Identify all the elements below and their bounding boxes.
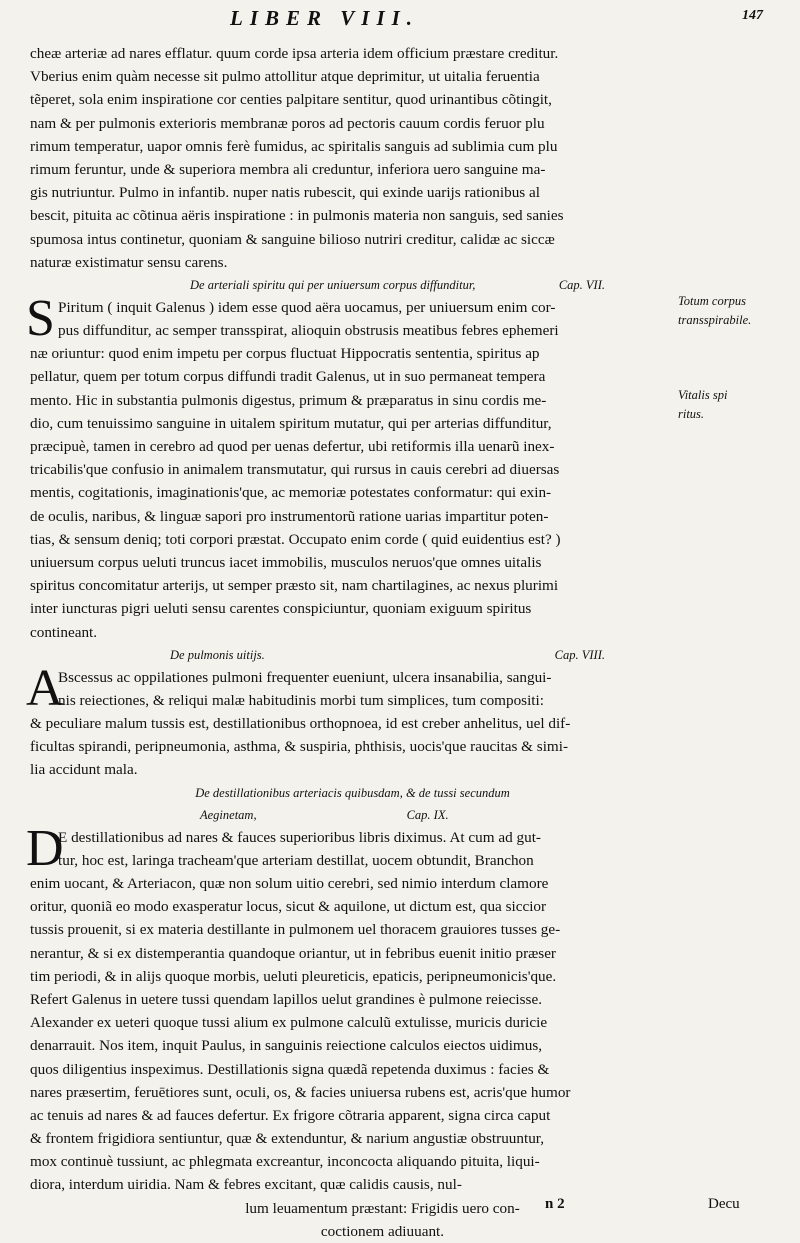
text-line: E destillationibus ad nares & fauces superioribus libris diximus. At cum ad gut- [58, 828, 541, 846]
text-line: nares præsertim, feruētiores sunt, oculi, os, & facies uniuersa rubens est, acris'que humor [30, 1083, 571, 1101]
text-line: enim uocant, & Arteriacon, quæ non solum uitio cerebri, sed nimio interdum clamore [30, 875, 549, 892]
text-line: pellatur, quem per totum corpus diffundi tradit Galenus, ut in suo permaneat tempera [30, 368, 546, 386]
margin-note-line: transspirabile. [678, 313, 752, 327]
text-line: cheæ arteriæ ad nares efflatur. quum corde ipsa arteria idem officium præstare creditur. [30, 45, 559, 62]
chapter-9-subheading [30, 804, 675, 826]
text-line: præcipuè, tamen in cerebro ad quod per uenas defertur, ubi retiformis illa uenarũ inex- [30, 438, 555, 455]
text-line: rimum temperatur, uapor omnis ferè fumidus, ac spiritalis sanguis ad sublimia cum plu [30, 137, 558, 155]
chapter-8-heading [30, 644, 675, 666]
text-line: ficultas spirandi, peripneumonia, asthma, & suspiria, phthisis, uocis'que raucitas & simi- [30, 738, 568, 756]
chapter-9-number: Cap. IX. [406, 807, 449, 822]
chapter-9-subtitle: Aeginetam, [200, 807, 257, 822]
text-line: mentis, cogitationis, imaginationis'que, ac memoriæ potestates conformatur: qui exin- [30, 484, 552, 502]
text-line: oritur, quoniã eo modo exasperatur locus, sicut & aquilone, ut dictum est, qua siccior [30, 898, 547, 916]
text-line: inter iuncturas pigri ueluti sensu carentes conspiciuntur, quoniam exiguum spiritus [30, 600, 532, 618]
main-text [26, 42, 675, 1243]
text-line: Bscessus ac oppilationes pulmoni frequenter eueniunt, ulcera insanabilia, sangui- [58, 668, 552, 686]
text-line: gis nutriuntur. Pulmo in infantib. nuper natis rubescit, qui exinde uarijs rationibus al [30, 184, 540, 202]
chapter-7-number: Cap. VII. [558, 277, 605, 292]
chapter-8-title: De pulmonis uitijs. [170, 647, 265, 662]
catchword: Decu [708, 1196, 740, 1212]
text-line: spiritus concomitatur arterijs, ut semper præsto sit, nam chartilagines, ac nexus plurimi [30, 577, 559, 595]
text-line: mento. Hic in substantia pulmonis digestus, primum & præparatus in sinu cordis me- [30, 391, 547, 409]
text-line: Vberius enim quàm necesse sit pulmo attollitur atque deprimitur, ut uitalia feruentia [30, 68, 540, 86]
chapter-7-lines [30, 296, 675, 644]
chapter-7-paragraph [26, 289, 675, 644]
text-line: contineant. [30, 623, 98, 641]
text-line: rimum feruntur, unde & superiora membra ali creduntur, inferiora uero sanguine ma- [30, 160, 546, 178]
text-line: pus diffunditur, ac semper transspirat, alioquin obstrusis meatibus febres ephemeri [58, 322, 559, 340]
text-line: nerantur, & si ex distemperantia quandoque oriantur, ut in febribus euenit initio præser [30, 944, 556, 962]
text-line: uniuersum corpus ueluti truncus iacet immobilis, musculos neruos'que omnes uitalis [30, 553, 542, 571]
signature-mark: n 2 [545, 1196, 565, 1212]
text-line: tẽperet, sola enim inspiratione cor centies palpitare sentitur, quod urinantibus cõtingit, [30, 91, 552, 109]
opening-paragraph [30, 42, 675, 274]
text-line: mox continuè tussiunt, ac phlegmata excreantur, inconcocta aliquando pituita, liqui- [30, 1153, 540, 1171]
text-line: tussis prouenit, si ex materia destillante in pulmonem uel thoracem grauiores tusses ge- [30, 921, 561, 939]
text-line: tricabilis'que confusio in animalem transmutatur, qui rursus in cauis cerebri ad diuersas [30, 461, 560, 479]
text-line: Piritum ( inquit Galenus ) idem esse quod aëra uocamus, per uniuersum enim cor- [58, 298, 556, 316]
text-line: & peculiare malum tussis est, destillationibus orthopnoea, id est creber anhelitus, uel dif- [30, 715, 571, 733]
text-line: spumosa intus continetur, quoniam & sanguine bilioso nutriri creditur, calidæ ac siccæ [30, 230, 555, 248]
text-line: tur, hoc est, laringa tracheam'que arteriam destillat, uocem obtundit, Branchon [58, 851, 534, 869]
margin-note-vitalis-spiritus [678, 386, 798, 424]
drop-cap-initial: A [26, 659, 64, 717]
text-line: nam & per pulmonis exterioris membranæ poros ad pectoris cauum cordis feruor plu [30, 114, 545, 132]
chapter-9-lines [30, 826, 675, 1197]
drop-cap-initial: D [26, 819, 64, 877]
margin-note-line: ritus. [678, 407, 705, 421]
text-line: lia accidunt mala. [30, 761, 138, 779]
text-line: Alexander ex ueteri quoque tussi alium ex pulmone calculũ extulisse, muricis duricie [30, 1014, 548, 1032]
text-line: naturæ existimatur sensu carens. [30, 253, 228, 271]
chapter-9-paragraph [26, 819, 675, 1197]
text-line: diora, interdum uiridia. Nam & febres excitant, quæ calidis causis, nul- [30, 1176, 462, 1194]
chapter-8-paragraph [26, 659, 675, 782]
text-line: denarrauit. Nos item, inquit Paulus, in sanguinis reiectione calculos eiectos uidimus, [30, 1037, 543, 1055]
text-line: bescit, pituita ac cõtinua aëris inspiratione : in pulmonis materia non sanguis, sed sanies [30, 207, 564, 225]
text-line: ac tenuis ad nares & ad fauces defertur. Ex frigore cõtraria apparent, signa circa caput [30, 1106, 551, 1124]
chapter-9-title: De destillationibus arteriacis quibusdam, & de tussi secundum [195, 785, 510, 800]
running-title: LIBER VIII. [230, 6, 420, 30]
text-line: Refert Galenus in uetere tussi quendam lapillos uelut grandines è pulmone reiecisse. [30, 990, 543, 1008]
page-header [0, 4, 800, 34]
chapter-8-number: Cap. VIII. [554, 647, 605, 662]
text-line: tim periodi, & in alijs quoque morbis, ueluti pleureticis, epaticis, peripneumonicis'que. [30, 967, 557, 985]
page-number: 147 [742, 8, 763, 23]
chapter-7-heading [30, 274, 675, 296]
text-line: tias, & sensum deniq; toti corpori præstat. Occupato enim corde ( quid euidentius est? ) [30, 530, 561, 548]
text-line: de oculis, naribus, & linguæ sapori pro instrumentorũ ratione uarias impartitur poten- [30, 507, 549, 525]
text-line: dio, cum tenuissimo sanguine in uitalem spiritum mutatur, qui per arterias diffunditur, [30, 414, 552, 432]
margin-note-line: Vitalis spi [678, 388, 728, 402]
text-line: lum leuamentum præstant: Frigidis uero con- [245, 1199, 520, 1217]
margin-note-line: Totum corpus [678, 294, 746, 308]
margin-note-totum-corpus [678, 292, 798, 330]
text-line: quos diligentius inspeximus. Destillationis signa quædã repetenda duximus : facies & [30, 1060, 550, 1078]
text-line: coctionem adiuuant. [320, 1222, 445, 1240]
chapter-8-lines [30, 666, 675, 782]
text-line: & frontem frigidiora sentiuntur, quæ & extenduntur, & narium angustiæ obstruuntur, [30, 1130, 545, 1148]
drop-cap-initial: S [26, 289, 55, 347]
chapter-9-heading [30, 782, 675, 804]
text-line: nis reiectiones, & reliqui malæ habitudinis morbi tum simplices, tum compositi: [58, 691, 544, 709]
chapter-7-title: De arteriali spiritu qui per uniuersum corpus diffunditur, [190, 277, 476, 292]
page-footer [0, 1196, 800, 1226]
text-line: næ oriuntur: quod enim impetu per corpus fluctuat Hippocratis sententia, spiritus ap [30, 345, 540, 363]
